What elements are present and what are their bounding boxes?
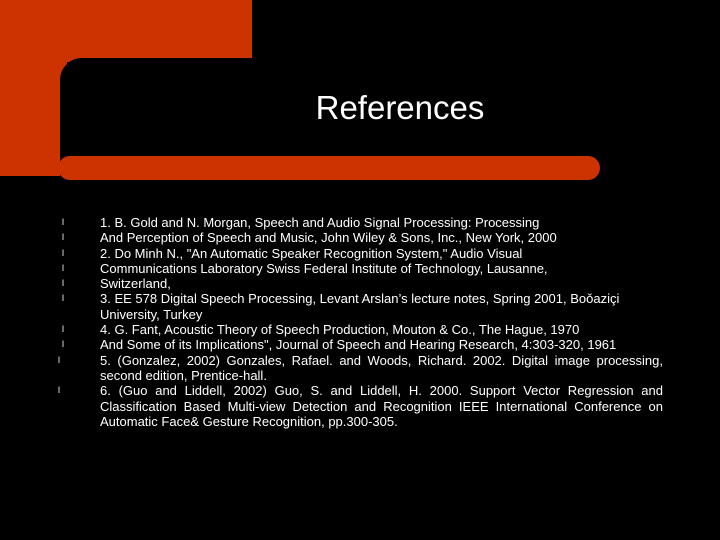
bullet-icon: l — [62, 247, 64, 258]
reference-text: 3. EE 578 Digital Speech Processing, Levant Arslan’s lecture notes, Spring 2001, Boǒaziçi University, Turkey — [100, 291, 620, 322]
bullet-icon: l — [62, 324, 64, 335]
reference-item — [58, 276, 663, 291]
bullet-icon: l — [58, 354, 60, 365]
bullet-icon: l — [58, 385, 60, 396]
accent-corner-block — [0, 0, 252, 62]
slide-title: References — [315, 89, 485, 126]
reference-text: 5. (Gonzalez, 2002) Gonzales, Rafael. and Woods, Richard. 2002. Digital image processing, second edition, Prentice-hall. — [100, 352, 663, 383]
reference-item — [58, 246, 663, 261]
reference-text: And Perception of Speech and Music, John Wiley & Sons, Inc., New York, 2000 — [100, 230, 557, 246]
reference-text: And Some of its Implications", Journal of Speech and Hearing Research, 4:303-320, 1961 — [100, 337, 617, 353]
title-divider-bar — [58, 156, 600, 180]
bullet-icon: l — [62, 232, 64, 243]
reference-text: 4. G. Fant, Acoustic Theory of Speech Production, Mouton & Co., The Hague, 1970 — [100, 322, 580, 338]
reference-text: 1. B. Gold and N. Morgan, Speech and Audio Signal Processing: Processing — [100, 215, 540, 230]
bullet-icon: l — [62, 278, 64, 289]
reference-item — [58, 261, 663, 276]
bullet-icon: l — [62, 339, 64, 350]
reference-item — [58, 291, 663, 322]
reference-item — [58, 383, 663, 429]
reference-item — [58, 230, 663, 245]
reference-text: 6. (Guo and Liddell, 2002) Guo, S. and Liddell, H. 2000. Support Vector Regression and Classification Based Multi-view Detection and Recognition IEEE International Conference on Automatic Face& Gesture Recognition, pp.300-305. — [100, 383, 663, 429]
bullet-icon: l — [62, 293, 64, 304]
reference-text: Switzerland, — [100, 276, 171, 292]
reference-item — [58, 353, 663, 384]
reference-item — [58, 322, 663, 337]
reference-text: 2. Do Minh N., "An Automatic Speaker Recognition System," Audio Visual — [100, 245, 523, 261]
reference-text: Communications Laboratory Swiss Federal Institute of Technology, Lausanne, — [100, 260, 548, 276]
reference-item — [58, 215, 663, 230]
bullet-icon: l — [62, 217, 64, 227]
reference-item — [58, 337, 663, 352]
reference-list — [58, 215, 663, 429]
accent-side-bar — [0, 61, 67, 176]
bullet-icon: l — [62, 262, 64, 273]
